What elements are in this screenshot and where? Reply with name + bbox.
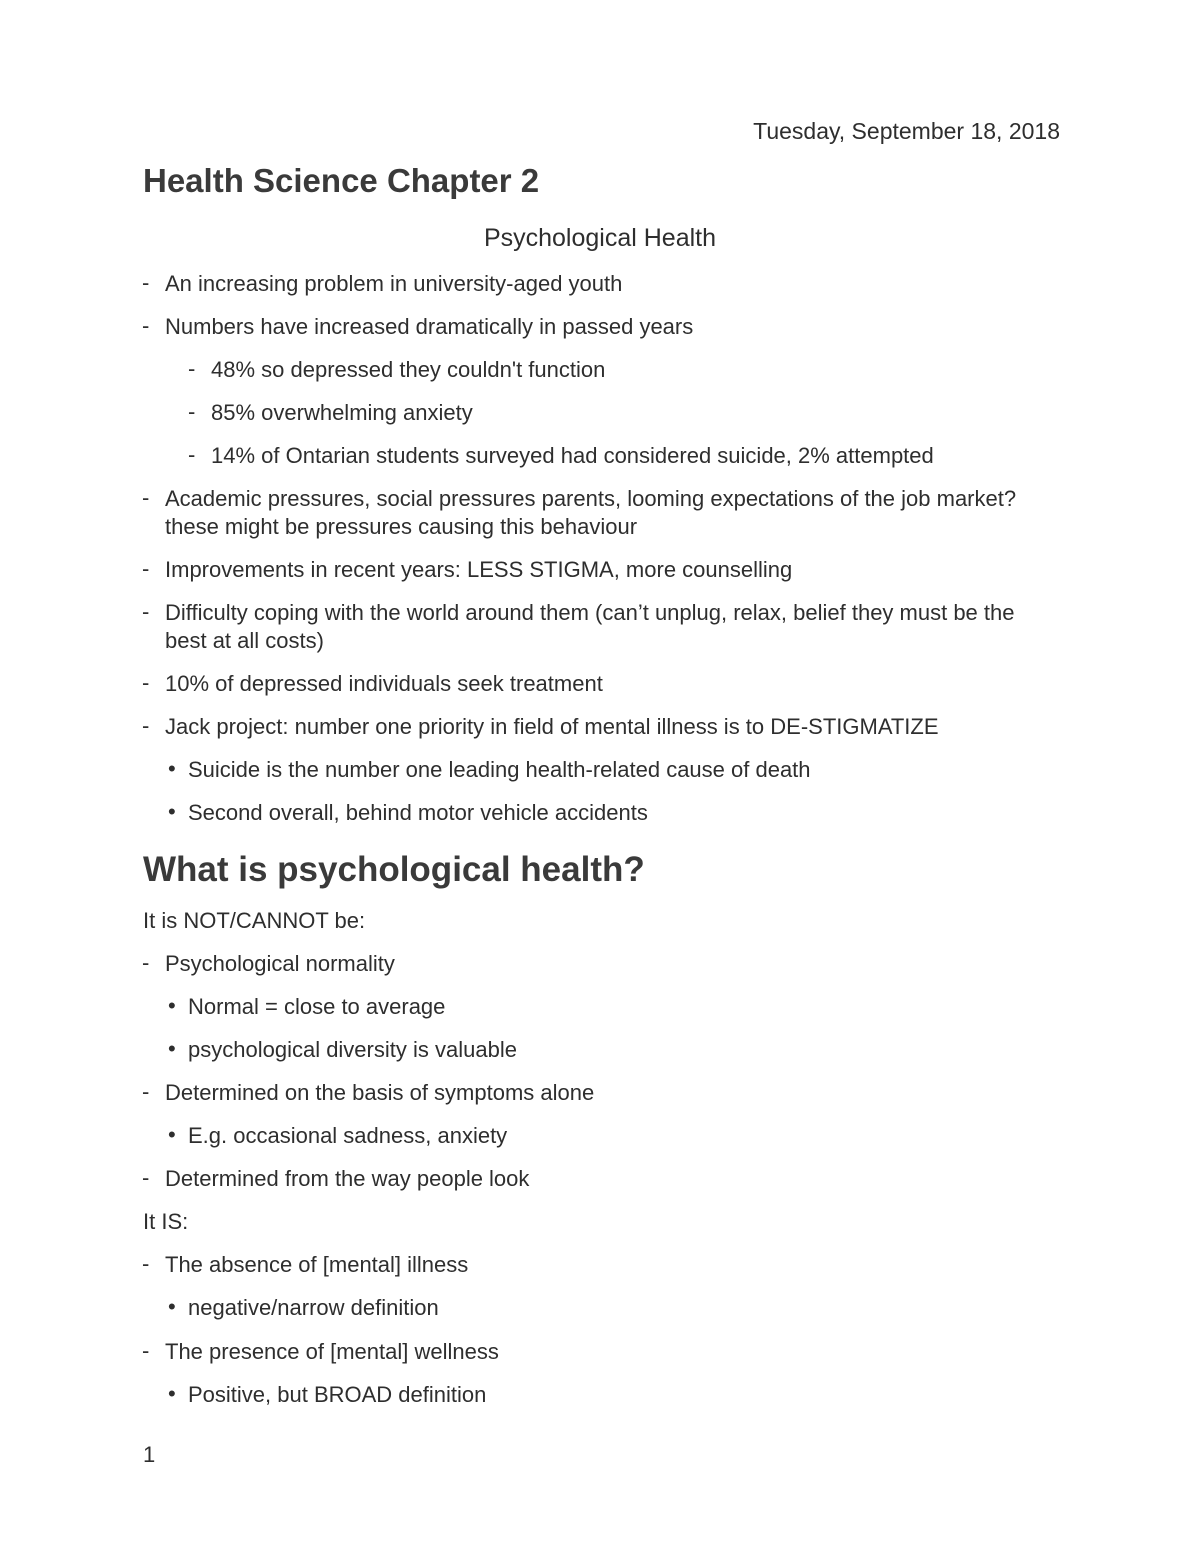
page-title: Health Science Chapter 2 [143,162,540,199]
list-item: Improvements in recent years: LESS STIGMA, more counselling [165,557,793,582]
section-subtitle: Psychological Health [483,224,717,252]
list-item: Determined on the basis of symptoms alone [165,1080,595,1105]
list-item: Normal = close to average [188,994,446,1019]
list-item: Difficulty coping with the world around them (can’t unplug, relax, belief they must be the best at all costs) [165,600,1015,653]
list-item: The presence of [mental] wellness [165,1339,499,1364]
bullet-marker: • [168,1381,176,1406]
dash-marker: - [142,485,150,510]
bullet-marker: • [168,756,176,781]
bullet-marker: • [168,1294,176,1319]
list-item: Determined from the way people look [165,1166,530,1191]
dash-marker: - [142,1338,150,1363]
dash-marker: - [142,313,150,338]
bullet-marker: • [168,1036,176,1061]
list-item: 85% overwhelming anxiety [211,400,473,425]
list-item: Second overall, behind motor vehicle accidents [188,800,648,825]
dash-marker: - [142,1079,150,1104]
list-item: E.g. occasional sadness, anxiety [188,1123,508,1148]
list-item: 10% of depressed individuals seek treatment [165,671,603,696]
list-item: Psychological normality [165,951,395,976]
dash-marker: - [142,556,150,581]
list-item: Academic pressures, social pressures parents, looming expectations of the job market? these might be pressures causing this behaviour [165,486,1017,539]
list-label: It is NOT/CANNOT be: [143,908,366,933]
dash-marker: - [142,270,150,295]
section-heading: What is psychological health? [143,850,645,889]
dash-marker: - [142,713,150,738]
dash-marker: - [142,670,150,695]
list-item: 48% so depressed they couldn't function [211,357,606,382]
list-item: negative/narrow definition [188,1295,439,1320]
list-label: It IS: [143,1209,189,1234]
dash-marker: - [142,1165,150,1190]
dash-marker: - [142,1251,150,1276]
dash-marker: - [142,599,150,624]
dash-marker: - [188,442,196,467]
list-item: 14% of Ontarian students surveyed had considered suicide, 2% attempted [211,443,934,468]
bullet-marker: • [168,1122,176,1147]
list-item: Numbers have increased dramatically in passed years [165,314,694,339]
list-item: Positive, but BROAD definition [188,1382,487,1407]
dash-marker: - [142,950,150,975]
list-item: psychological diversity is valuable [188,1037,517,1062]
list-item: Suicide is the number one leading health-related cause of death [188,757,811,782]
date: Tuesday, September 18, 2018 [753,118,1060,144]
page-number: 1 [143,1442,156,1467]
bullet-marker: • [168,799,176,824]
dash-marker: - [188,399,196,424]
list-item: The absence of [mental] illness [165,1252,469,1277]
dash-marker: - [188,356,196,381]
list-item: Jack project: number one priority in field of mental illness is to DE-STIGMATIZE [165,714,939,739]
list-item: An increasing problem in university-aged youth [165,271,623,296]
bullet-marker: • [168,993,176,1018]
